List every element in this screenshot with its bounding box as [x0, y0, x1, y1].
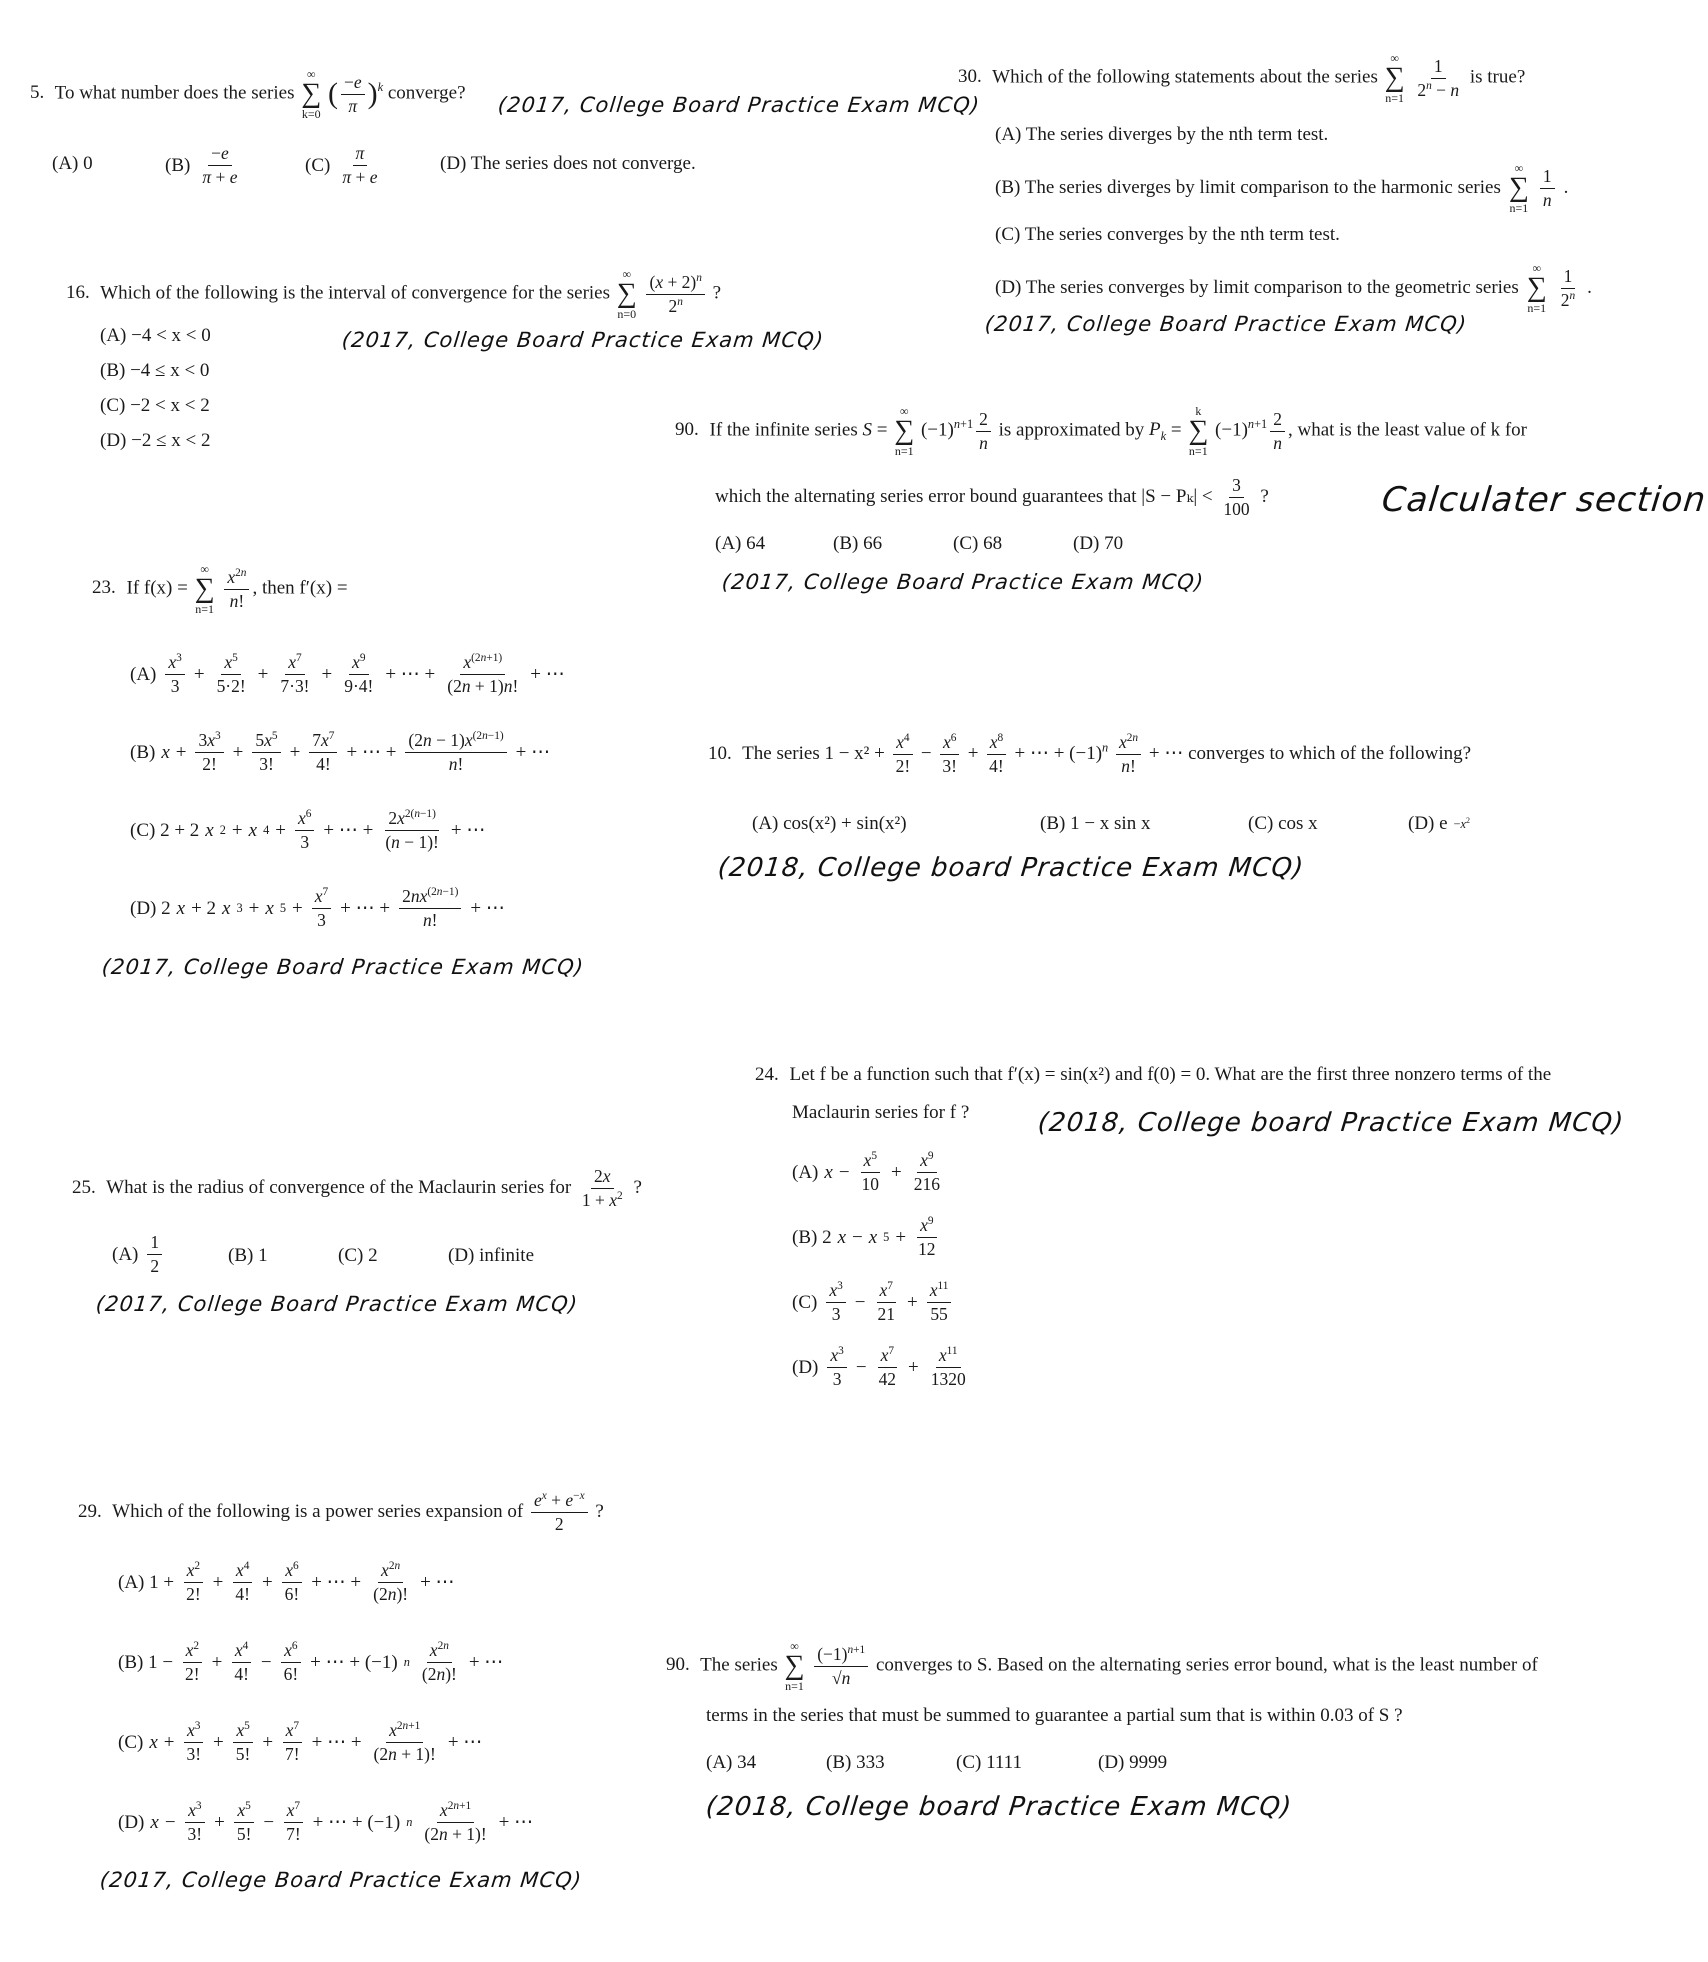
- question-number: 10.: [708, 742, 732, 764]
- source-note: (2017, College Board Practice Exam MCQ): [720, 570, 1206, 594]
- choice-b[interactable]: (B) 333: [826, 1752, 885, 1773]
- question-16: 16. Which of the following is the interval of convergence for the series ∞ ∑ n=0 $\frac{(x + 2)^n}{2^n}$ ?: [66, 267, 722, 321]
- choice-c[interactable]: (C) 1111: [956, 1752, 1022, 1773]
- question-text: Which of the following is the interval of convergence for the series: [100, 282, 611, 304]
- source-note: (2017, College Board Practice Exam MCQ): [983, 312, 1469, 336]
- fraction: $\frac{(x + 2)^n}{2^n}$: [646, 272, 704, 317]
- choice-label: (A): [112, 1243, 139, 1265]
- sum-symbol: ∞ ∑ n=1: [784, 1639, 805, 1693]
- choice-b[interactable]: (B) x + $\frac{3x^3}{2!}$ + $\frac{5x^5}{3!}$ + $\frac{7x^7}{4!}$ + ⋯ + $\frac{(2n - 1)x^{(2n-1)}}{n!}$ + ⋯: [130, 730, 551, 774]
- choice-c[interactable]: (C) cos x: [1248, 813, 1318, 834]
- question-text-mid: is approximated by: [998, 419, 1145, 441]
- fraction: $\frac{-e}{\pi}$: [341, 72, 365, 117]
- question-text-end: is true?: [1469, 66, 1526, 88]
- choice-d[interactable]: (D) x − $\frac{x^3}{3!}$ + $\frac{x^5}{5!}$ − $\frac{x^7}{7!}$ + ⋯ + (−1) n $\frac{x^{2n+1}}{(2n + 1)!}$ + ⋯: [118, 1800, 534, 1844]
- choice-a[interactable]: (A) cos(x²) + sin(x²): [752, 813, 907, 834]
- sum-symbol: ∞ ∑ n=1: [194, 562, 215, 616]
- question-25: 25. What is the radius of convergence of the Maclaurin series for $\frac{2x}{1 + x^2}$ ?: [72, 1166, 642, 1210]
- choice-c[interactable]: [305, 143, 383, 188]
- question-text-end: converges to S. Based on the alternating series error bound, what is the least number of: [875, 1654, 1538, 1676]
- question-number: 23.: [92, 577, 116, 599]
- question-text-end: converge?: [387, 82, 466, 104]
- question-number: 90.: [666, 1654, 690, 1676]
- sum-symbol: ∞ ∑ n=1: [1526, 261, 1547, 315]
- question-text: To what number does the series: [54, 82, 295, 104]
- choice-b[interactable]: (B) 66: [833, 533, 883, 554]
- source-note: (2018, College board Practice Exam MCQ): [1036, 1108, 1626, 1138]
- sum-symbol: ∞ ∑ n=1: [894, 404, 915, 458]
- fraction: $\frac{1}{n}$: [1540, 166, 1555, 211]
- question-text-end: , what is the least value of k for: [1287, 419, 1527, 441]
- choice-b[interactable]: (B) −4 ≤ x < 0: [100, 360, 210, 381]
- choice-a[interactable]: (A) The series diverges by the nth term test.: [995, 124, 1329, 145]
- fraction: $\frac{2}{n}$: [1270, 409, 1285, 454]
- choice-b[interactable]: (B) 1 − $\frac{x^2}{2!}$ + $\frac{x^4}{4!}$ − $\frac{x^6}{6!}$ + ⋯ + (−1) n $\frac{x^{2n}}{(2n)!}$ + ⋯: [118, 1640, 504, 1684]
- question-text: which the alternating series error bound guarantees that |S − Pₖ| <: [715, 485, 1213, 507]
- fraction: $\frac{-e}{\pi + e}$: [202, 143, 238, 187]
- question-text: The series 1 − x² +: [742, 742, 885, 764]
- choice-label: (B): [165, 154, 191, 176]
- source-note: (2017, College Board Practice Exam MCQ): [340, 328, 826, 352]
- choice-c[interactable]: (C) 68: [953, 533, 1003, 554]
- choice-label: (C): [305, 154, 331, 176]
- choice-c[interactable]: (C) 2 + 2 x 2 + x 4 + $\frac{x^6}{3}$ + ⋯ + $\frac{2x^{2(n-1)}}{(n - 1)!}$ + ⋯: [130, 808, 486, 852]
- question-text: Which of the following is a power series expansion of: [112, 1500, 524, 1522]
- question-90-first: 90. If the infinite series S = ∞ ∑ n=1 $(-1)^{n+1}$ $\frac{2}{n}$ is approximated by $P_k$ = k ∑ n=1 $(-1)^{n+1}$ $\frac{2}{n}$ , what is the least value of k for: [675, 404, 1527, 458]
- choice-label: (D) e: [1408, 813, 1448, 834]
- question-number: 16.: [66, 282, 90, 304]
- choice-c[interactable]: (C) −2 < x < 2: [100, 395, 210, 416]
- question-text: If the infinite series: [709, 419, 858, 441]
- question-24-line2: Maclaurin series for f ?: [792, 1102, 970, 1123]
- choice-b[interactable]: (B) 1: [228, 1245, 268, 1266]
- choice-a[interactable]: (A) 1 + $\frac{x^2}{2!}$ + $\frac{x^4}{4!}$ + $\frac{x^6}{6!}$ + ⋯ + $\frac{x^{2n}}{(2n)!}$ + ⋯: [118, 1560, 455, 1604]
- question-number: 25.: [72, 1176, 96, 1198]
- choice-d[interactable]: (D) e $-x^2$: [1408, 813, 1471, 834]
- choice-d[interactable]: (D) The series does not converge.: [440, 153, 696, 174]
- source-note: (2017, College Board Practice Exam MCQ): [100, 955, 586, 979]
- question-number: 5.: [30, 82, 45, 104]
- sum-symbol: ∞ ∑ k=0: [301, 67, 322, 121]
- source-note: (2017, College Board Practice Exam MCQ): [496, 93, 982, 117]
- choice-a[interactable]: (A) 34: [706, 1752, 757, 1773]
- choice-d[interactable]: (D) The series converges by limit comparison to the geometric series ∞ ∑ n=1 $\frac{1}{2^n}$ .: [995, 261, 1592, 315]
- question-number: 30.: [958, 66, 982, 88]
- choice-label: (D) The series converges by limit comparison to the geometric series: [995, 277, 1519, 298]
- choice-b[interactable]: (B) 1 − x sin x: [1040, 813, 1151, 834]
- sum-symbol: ∞ ∑ n=1: [1384, 51, 1405, 105]
- source-note: (2017, College Board Practice Exam MCQ): [94, 1292, 580, 1316]
- choice-a[interactable]: (A) 64: [715, 533, 766, 554]
- choice-a[interactable]: (A) $\frac{1}{2}$: [112, 1232, 165, 1277]
- question-text: If f(x) =: [126, 577, 188, 599]
- question-24: [755, 1064, 1551, 1087]
- question-number: 90.: [675, 419, 699, 441]
- choice-c[interactable]: (C) 2: [338, 1245, 378, 1266]
- choice-a[interactable]: (A) −4 < x < 0: [100, 325, 211, 346]
- choice-c[interactable]: (C) The series converges by the nth term test.: [995, 224, 1340, 245]
- choice-d[interactable]: (D) 2 x + 2 x 3 + x 5 + $\frac{x^7}{3}$ + ⋯ + $\frac{2nx^{(2n-1)}}{n!}$ + ⋯: [130, 886, 505, 930]
- sum-symbol: ∞ ∑ n=0: [616, 267, 637, 321]
- question-text-end: , then f′(x) =: [252, 577, 348, 599]
- question-90-second-line2: terms in the series that must be summed to guarantee a partial sum that is within 0.03 of S ?: [706, 1705, 1403, 1726]
- choice-label: (B) The series diverges by limit comparison to the harmonic series: [995, 177, 1501, 198]
- source-note: (2018, College board Practice Exam MCQ): [704, 1792, 1294, 1822]
- choice-c[interactable]: (C) x + $\frac{x^3}{3!}$ + $\frac{x^5}{5!}$ + $\frac{x^7}{7!}$ + ⋯ + $\frac{x^{2n+1}}{(2n + 1)!}$ + ⋯: [118, 1720, 483, 1764]
- question-29: 29. Which of the following is a power series expansion of $\frac{e^x + e^{-x}}{2}$ ?: [78, 1490, 604, 1534]
- choice-a[interactable]: (A) x − $\frac{x^5}{10}$ + $\frac{x^9}{216}$: [792, 1150, 940, 1194]
- choice-d[interactable]: (D) 9999: [1098, 1752, 1168, 1773]
- fraction: $\frac{1}{2^n}$: [1560, 265, 1576, 310]
- choice-a[interactable]: (A) $\frac{x^3}{3}$ + $\frac{x^5}{5\cdot 2!}$ + $\frac{x^7}{7\cdot 3!}$ + $\frac{x^9}{9\cdot 4!}$ + ⋯ + $\frac{x^{(2n+1)}}{(2n + 1)n!}$ + ⋯: [130, 652, 565, 696]
- fraction: $\frac{x^{2n}}{n!}$: [224, 567, 249, 612]
- choice-d[interactable]: (D) $\frac{x^3}{3}$ − $\frac{x^7}{42}$ + $\frac{x^{11}}{1320}$: [792, 1345, 966, 1389]
- question-text: Which of the following statements about the series: [992, 66, 1378, 88]
- question-90-second: 90. The series ∞ ∑ n=1 $\frac{(-1)^{n+1}}{√n}$ converges to S. Based on the alternating series error bound, what is the least number of: [666, 1639, 1538, 1693]
- question-90-first-line2: which the alternating series error bound guarantees that |S − Pₖ| < $\frac{3}{100}$ ?: [715, 475, 1269, 519]
- question-30: [958, 52, 1525, 104]
- fraction: $\frac{1}{2^n - n}$: [1417, 55, 1460, 100]
- choice-d[interactable]: (D) 70: [1073, 533, 1124, 554]
- fraction: $\frac{\pi}{\pi + e}$: [342, 143, 378, 187]
- fraction: $\frac{3}{100}$: [1223, 475, 1250, 519]
- question-23: [92, 563, 348, 615]
- source-note: (2018, College board Practice Exam MCQ): [716, 853, 1306, 883]
- question-number: 24.: [755, 1064, 779, 1085]
- choice-b[interactable]: (B) 2 x − x 5 + $\frac{x^9}{12}$: [792, 1215, 936, 1259]
- choice-d[interactable]: (D) infinite: [448, 1245, 535, 1266]
- question-text: What is the radius of convergence of the Maclaurin series for: [106, 1176, 572, 1198]
- question-text: The series: [700, 1654, 778, 1676]
- question-10: 10. The series 1 − x² + $\frac{x^4}{2!}$ − $\frac{x^6}{3!}$ + $\frac{x^8}{4!}$ + ⋯ + $(-1)^n$ $\frac{x^{2n}}{n!}$ + ⋯ converges to which of the following?: [708, 732, 1472, 776]
- choice-b[interactable]: [165, 143, 243, 188]
- question-text: Let f be a function such that f′(x) = sin(x²) and f(0) = 0. What are the first three nonzero terms of the: [789, 1064, 1552, 1085]
- question-5: 5. To what number does the series ∞ ∑ k=0 ( $\frac{-e}{\pi}$ )$^k$ converge?: [30, 67, 466, 121]
- choice-c[interactable]: (C) $\frac{x^3}{3}$ − $\frac{x^7}{21}$ + $\frac{x^{11}}{55}$: [792, 1280, 954, 1325]
- question-number: 29.: [78, 1500, 102, 1522]
- choice-d[interactable]: (D) −2 ≤ x < 2: [100, 430, 211, 451]
- source-note: (2017, College Board Practice Exam MCQ): [98, 1868, 584, 1892]
- choice-a[interactable]: (A) 0: [52, 153, 93, 174]
- question-text-end: + ⋯ converges to which of the following?: [1148, 742, 1472, 764]
- choice-b[interactable]: (B) The series diverges by limit comparison to the harmonic series ∞ ∑ n=1 $\frac{1}{n}$ .: [995, 161, 1569, 215]
- calculator-note: Calculater section: [1379, 480, 1708, 520]
- sum-symbol: k ∑ n=1: [1188, 404, 1209, 458]
- sum-symbol: ∞ ∑ n=1: [1508, 161, 1529, 215]
- fraction: $\frac{2}{n}$: [976, 409, 991, 454]
